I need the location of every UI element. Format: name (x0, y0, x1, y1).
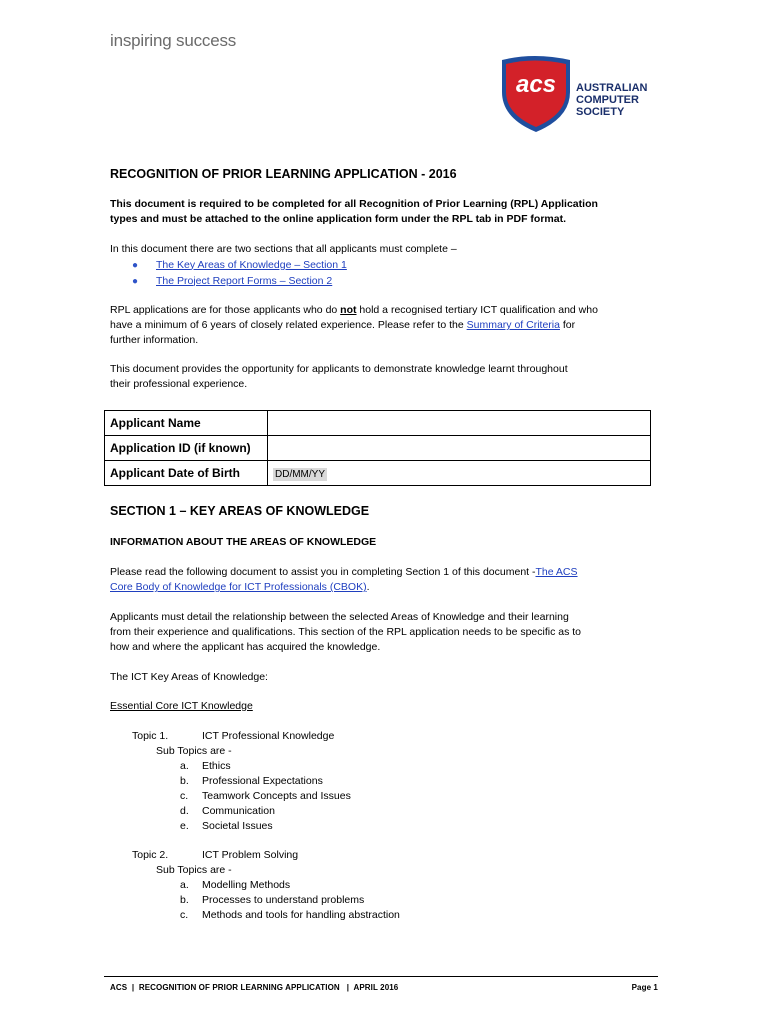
subtopic-letter: a. (180, 760, 189, 772)
document-title: RECOGNITION OF PRIOR LEARNING APPLICATION - 2016 (110, 167, 457, 181)
acs-logo (496, 52, 662, 134)
page-number: Page 1 (631, 983, 658, 992)
logo-line-3: SOCIETY (576, 106, 625, 118)
list-item (180, 804, 275, 819)
topic-number: Topic 1. (132, 730, 169, 742)
section-2-link[interactable]: The Project Report Forms – Section 2 (156, 274, 333, 287)
rpl-text-c: have a minimum of 6 years of closely related experience. Please refer to the (110, 319, 467, 331)
list-item (180, 893, 364, 908)
footer-text: ACS | RECOGNITION OF PRIOR LEARNING APPLICATION | APRIL 2016 (110, 983, 399, 992)
footer-divider (104, 976, 658, 977)
subtopic-text: Teamwork Concepts and Issues (202, 790, 351, 802)
logo-line-2: COMPUTER (576, 94, 639, 106)
rpl-paragraph (110, 303, 662, 348)
opportunity-line-2: their professional experience. (110, 378, 248, 390)
key-areas-label: The ICT Key Areas of Knowledge: (110, 671, 268, 683)
table-row (105, 461, 651, 486)
intro-line-1: This document is required to be completed for all Recognition of Prior Learning (RPL) Application (110, 198, 598, 210)
read-end: . (366, 581, 370, 593)
detail-line-2: from their experience and qualifications. This section of the RPL application needs to be specific as to (110, 626, 582, 638)
tagline: inspiring success (110, 31, 237, 50)
list-item (180, 789, 351, 804)
bullet-icon: ● (132, 259, 139, 271)
date-of-birth-field[interactable] (268, 461, 651, 486)
section-1-heading: SECTION 1 – KEY AREAS OF KNOWLEDGE (110, 504, 370, 518)
date-of-birth-placeholder: DD/MM/YY (275, 469, 325, 480)
opportunity-line-1: This document provides the opportunity for applicants to demonstrate knowledge learnt throughout (110, 363, 568, 375)
subtopic-letter: b. (180, 894, 189, 906)
rpl-text-b: hold a recognised tertiary ICT qualification and who (356, 304, 598, 316)
subtopic-text: Ethics (202, 760, 231, 772)
list-item (180, 878, 290, 893)
list-item (132, 257, 684, 273)
topic-1 (132, 729, 334, 744)
read-paragraph (110, 565, 662, 595)
subtopic-letter: b. (180, 775, 189, 787)
subtopic-text: Methods and tools for handling abstraction (202, 909, 400, 921)
detail-line-3: how and where the applicant has acquired the knowledge. (110, 641, 381, 653)
application-id-label: Application ID (if known) (105, 436, 268, 461)
table-row (105, 436, 651, 461)
table-row (105, 411, 651, 436)
opportunity-paragraph (110, 362, 662, 392)
sections-intro: In this document there are two sections that all applicants must complete – (110, 243, 457, 255)
detail-line-1: Applicants must detail the relationship between the selected Areas of Knowledge and their learning (110, 611, 569, 623)
applicant-name-field[interactable] (268, 411, 651, 436)
subtopic-text: Societal Issues (202, 820, 273, 832)
subtopic-letter: e. (180, 820, 189, 832)
subtopics-label: Sub Topics are - (156, 864, 232, 876)
cbok-link-part-2[interactable]: Core Body of Knowledge for ICT Professionals (CBOK) (110, 581, 367, 593)
topic-name: ICT Problem Solving (202, 849, 299, 861)
detail-paragraph (110, 610, 662, 655)
section-1-subheading: INFORMATION ABOUT THE AREAS OF KNOWLEDGE (110, 536, 377, 548)
logo-line-1: AUSTRALIAN (576, 82, 648, 94)
applicant-details-table (104, 410, 651, 486)
sections-list (132, 257, 684, 289)
topic-number: Topic 2. (132, 849, 169, 861)
subtopic-text: Communication (202, 805, 275, 817)
read-line-2 (110, 580, 662, 595)
subtopics-label: Sub Topics are - (156, 745, 232, 757)
subtopic-letter: c. (180, 790, 189, 802)
subtopic-text: Modelling Methods (202, 879, 291, 891)
read-text: Please read the following document to assist you in completing Section 1 of this document - (110, 566, 536, 578)
rpl-text-a: RPL applications are for those applicants who do (110, 304, 341, 316)
read-line-1 (110, 565, 662, 580)
cbok-link-part-1[interactable]: The ACS (535, 566, 578, 578)
logo-mark: acs (515, 71, 557, 98)
topic-2 (132, 848, 298, 863)
intro-line-2: types and must be attached to the online application form under the RPL tab in PDF format. (110, 213, 567, 225)
list-item (132, 273, 684, 289)
subtopic-letter: d. (180, 805, 189, 817)
rpl-line-2 (110, 318, 662, 333)
essential-core-heading: Essential Core ICT Knowledge (110, 700, 253, 712)
rpl-not-emphasis: not (340, 304, 357, 316)
rpl-line-3: further information. (110, 334, 199, 346)
rpl-line-1 (110, 303, 662, 318)
acs-shield-icon (496, 52, 662, 134)
applicant-name-label: Applicant Name (105, 411, 268, 436)
date-of-birth-label: Applicant Date of Birth (105, 461, 268, 486)
list-item (180, 908, 400, 923)
list-item (180, 759, 231, 774)
subtopic-letter: a. (180, 879, 189, 891)
list-item (180, 774, 323, 789)
rpl-text-d: for (559, 319, 576, 331)
bullet-icon: ● (132, 275, 139, 287)
application-id-field[interactable] (268, 436, 651, 461)
list-item (180, 819, 273, 834)
summary-of-criteria-link[interactable]: Summary of Criteria (466, 319, 560, 331)
subtopic-text: Processes to understand problems (202, 894, 365, 906)
topic-name: ICT Professional Knowledge (202, 730, 335, 742)
subtopic-text: Professional Expectations (202, 775, 323, 787)
section-1-link[interactable]: The Key Areas of Knowledge – Section 1 (156, 258, 347, 271)
subtopic-letter: c. (180, 909, 189, 921)
page-footer (110, 983, 658, 992)
